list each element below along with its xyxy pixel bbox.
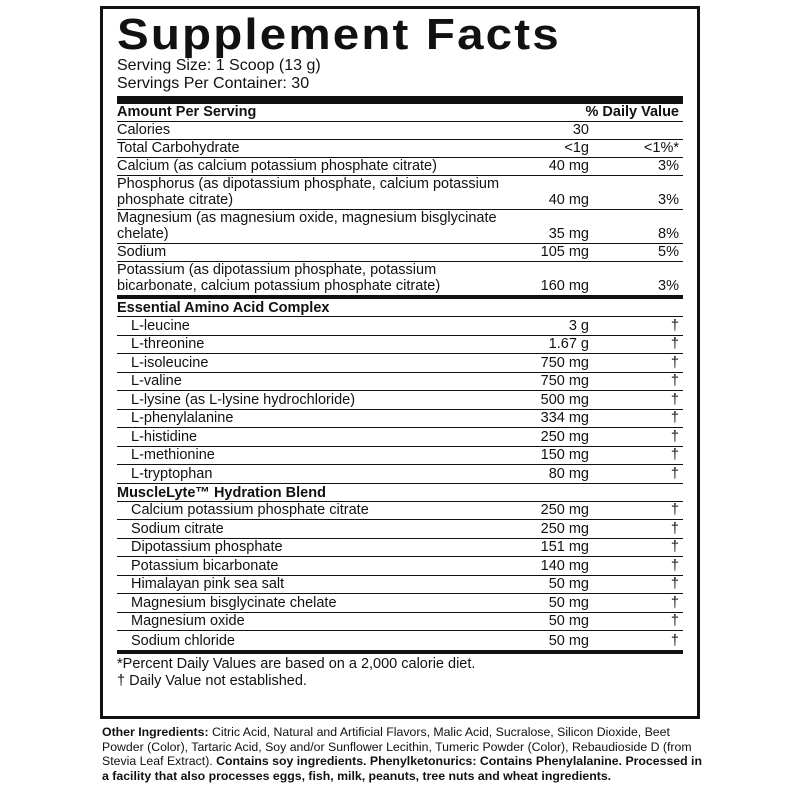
hydration-row [117,557,683,576]
serving-size: Serving Size: 1 Scoop (13 g) [117,57,321,74]
nutrient-row-name: Phosphorus (as dipotassium phosphate, calcium potassium phosphate citrate) [117,176,500,208]
hydration-row [117,594,683,613]
hydration-row-dv: † [670,502,679,518]
amino-row [117,336,683,355]
hydration-row [117,631,683,650]
nutrient-row-dv [593,138,683,139]
amino-row [117,317,683,336]
amino-row [117,354,683,373]
hydration-row [117,520,683,539]
nutrient-list [117,122,683,299]
footnote-percent: *Percent Daily Values are based on a 2,000 calorie diet. [117,655,476,672]
daily-value-label: % Daily Value [585,104,679,120]
amino-row-dv: † [670,354,679,371]
amino-row-name: L-lysine (as L-lysine hydrochloride) [131,391,356,408]
amino-row-dv: † [670,391,679,408]
nutrient-row-amount: <1g [564,140,589,156]
amino-row-name: L-tryptophan [131,465,213,482]
hydration-row [117,613,683,632]
amino-row-dv: † [670,317,679,334]
nutrient-row-dv: 8% [658,226,679,242]
amino-row-name: L-valine [131,373,182,389]
amino-row [117,447,683,466]
hydration-row-dv: † [670,632,679,649]
nutrient-row-dv: 3% [658,192,679,208]
hydration-row-name: Sodium chloride [131,632,235,649]
hydration-row-dv: † [670,594,679,611]
amino-complex-title: Essential Amino Acid Complex [117,299,683,317]
amino-row [117,391,683,410]
hydration-row-amount: 250 mg [540,502,589,518]
hydration-row-name: Magnesium bisglycinate chelate [131,594,337,611]
amino-row-dv: † [670,373,679,389]
nutrient-row-amount: 40 mg [548,158,589,174]
panel-title: Supplement Facts [117,10,561,59]
hydration-row-name: Sodium citrate [131,520,224,537]
amino-row-amount: 3 g [568,317,589,334]
hydration-row-amount: 151 mg [540,539,589,555]
nutrient-row-name: Calories [117,122,171,138]
nutrient-row-amount: 105 mg [540,244,589,260]
amino-row-name: L-histidine [131,428,198,445]
nutrient-row-amount: 35 mg [548,226,589,242]
amino-row-amount: 1.67 g [548,336,589,352]
hydration-row-dv: † [670,576,679,592]
amino-row-amount: 500 mg [540,391,589,408]
hydration-row-amount: 50 mg [548,576,589,592]
hydration-row-name: Himalayan pink sea salt [131,576,285,592]
supplement-facts-panel [100,6,700,719]
nutrient-row-name: Sodium [117,244,167,260]
hydration-row-name: Dipotassium phosphate [131,539,283,555]
amino-row-dv: † [670,410,679,426]
nutrient-row-amount: 40 mg [548,192,589,208]
other-ingredients-text: Citric Acid, Natural and Artificial Flavors, Malic Acid, Sucralose, Silicon Dioxide, Beet Powder (Color), Tartaric Acid, Soy and/or Sunflower Lecithin, Tumeric Powder (Color), Rebaudioside D (from Stevia Leaf Extract). [102,725,692,768]
nutrient-row-dv: 3% [658,158,679,174]
amino-row [117,373,683,392]
amino-row-name: L-methionine [131,447,215,463]
hydration-row [117,539,683,558]
hydration-row-amount: 250 mg [540,520,589,537]
amino-row-name: L-phenylalanine [131,410,234,426]
hydration-row-dv: † [670,613,679,629]
nutrient-row-dv: 3% [658,278,679,294]
nutrient-row-name: Magnesium (as magnesium oxide, magnesium bisglycinate chelate) [117,210,497,242]
hydration-row-name: Magnesium oxide [131,613,245,629]
amino-row-name: L-threonine [131,336,205,352]
hydration-row-amount: 50 mg [548,613,589,629]
amino-row [117,410,683,429]
nutrient-row [117,140,683,158]
amino-row-amount: 250 mg [540,428,589,445]
amino-row-dv: † [670,428,679,445]
amino-list [117,317,683,484]
hydration-row-dv: † [670,539,679,555]
hydration-row-dv: † [670,557,679,574]
nutrient-row-amount: 160 mg [540,278,589,294]
hydration-row-amount: 140 mg [540,557,589,574]
nutrient-row [117,176,683,210]
nutrient-row-dv: <1%* [643,140,679,156]
hydration-row-amount: 50 mg [548,632,589,649]
hydration-row-name: Potassium bicarbonate [131,557,279,574]
amino-row-dv: † [670,447,679,463]
column-header-row [117,104,683,122]
hydration-row-amount: 50 mg [548,594,589,611]
nutrient-row [117,262,683,299]
hydration-row [117,502,683,521]
nutrient-row-amount: 30 [572,122,589,138]
nutrient-row [117,244,683,262]
nutrient-row-dv: 5% [658,244,679,260]
other-ingredients-label: Other Ingredients: [102,725,209,739]
amino-row [117,428,683,447]
footnote-dagger: † Daily Value not established. [117,672,307,689]
amino-row-name: L-isoleucine [131,354,209,371]
amino-row-amount: 750 mg [540,373,589,389]
nutrient-row [117,158,683,176]
other-ingredients [102,725,702,783]
servings-per-container: Servings Per Container: 30 [117,75,310,92]
hydration-blend-title: MuscleLyte™ Hydration Blend [117,484,683,502]
thick-divider [117,96,683,104]
allergen-warning: Contains soy ingredients. Phenylketonurics: Contains Phenylalanine. Processed in a facility that also processes eggs, fish, milk, peanuts, tree nuts and wheat ingredients. [102,754,702,783]
nutrient-row [117,210,683,244]
amino-row-dv: † [670,465,679,482]
amino-row-name: L-leucine [131,317,190,334]
hydration-list [117,502,683,650]
nutrient-row-name: Total Carbohydrate [117,140,240,156]
nutrient-row [117,122,683,140]
nutrient-row-name: Potassium (as dipotassium phosphate, potassium bicarbonate, calcium potassium phosphate citrate) [117,262,441,294]
hydration-row-dv: † [670,520,679,537]
amino-row-amount: 334 mg [540,410,589,426]
nutrient-row-name: Calcium (as calcium potassium phosphate citrate) [117,158,437,174]
amino-row-amount: 150 mg [540,447,589,463]
amount-per-serving-label: Amount Per Serving [117,104,257,120]
amino-row-dv: † [670,336,679,352]
hydration-row [117,576,683,595]
amino-row-amount: 750 mg [540,354,589,371]
hydration-row-name: Calcium potassium phosphate citrate [131,502,369,518]
amino-row-amount: 80 mg [548,465,589,482]
amino-row [117,465,683,484]
